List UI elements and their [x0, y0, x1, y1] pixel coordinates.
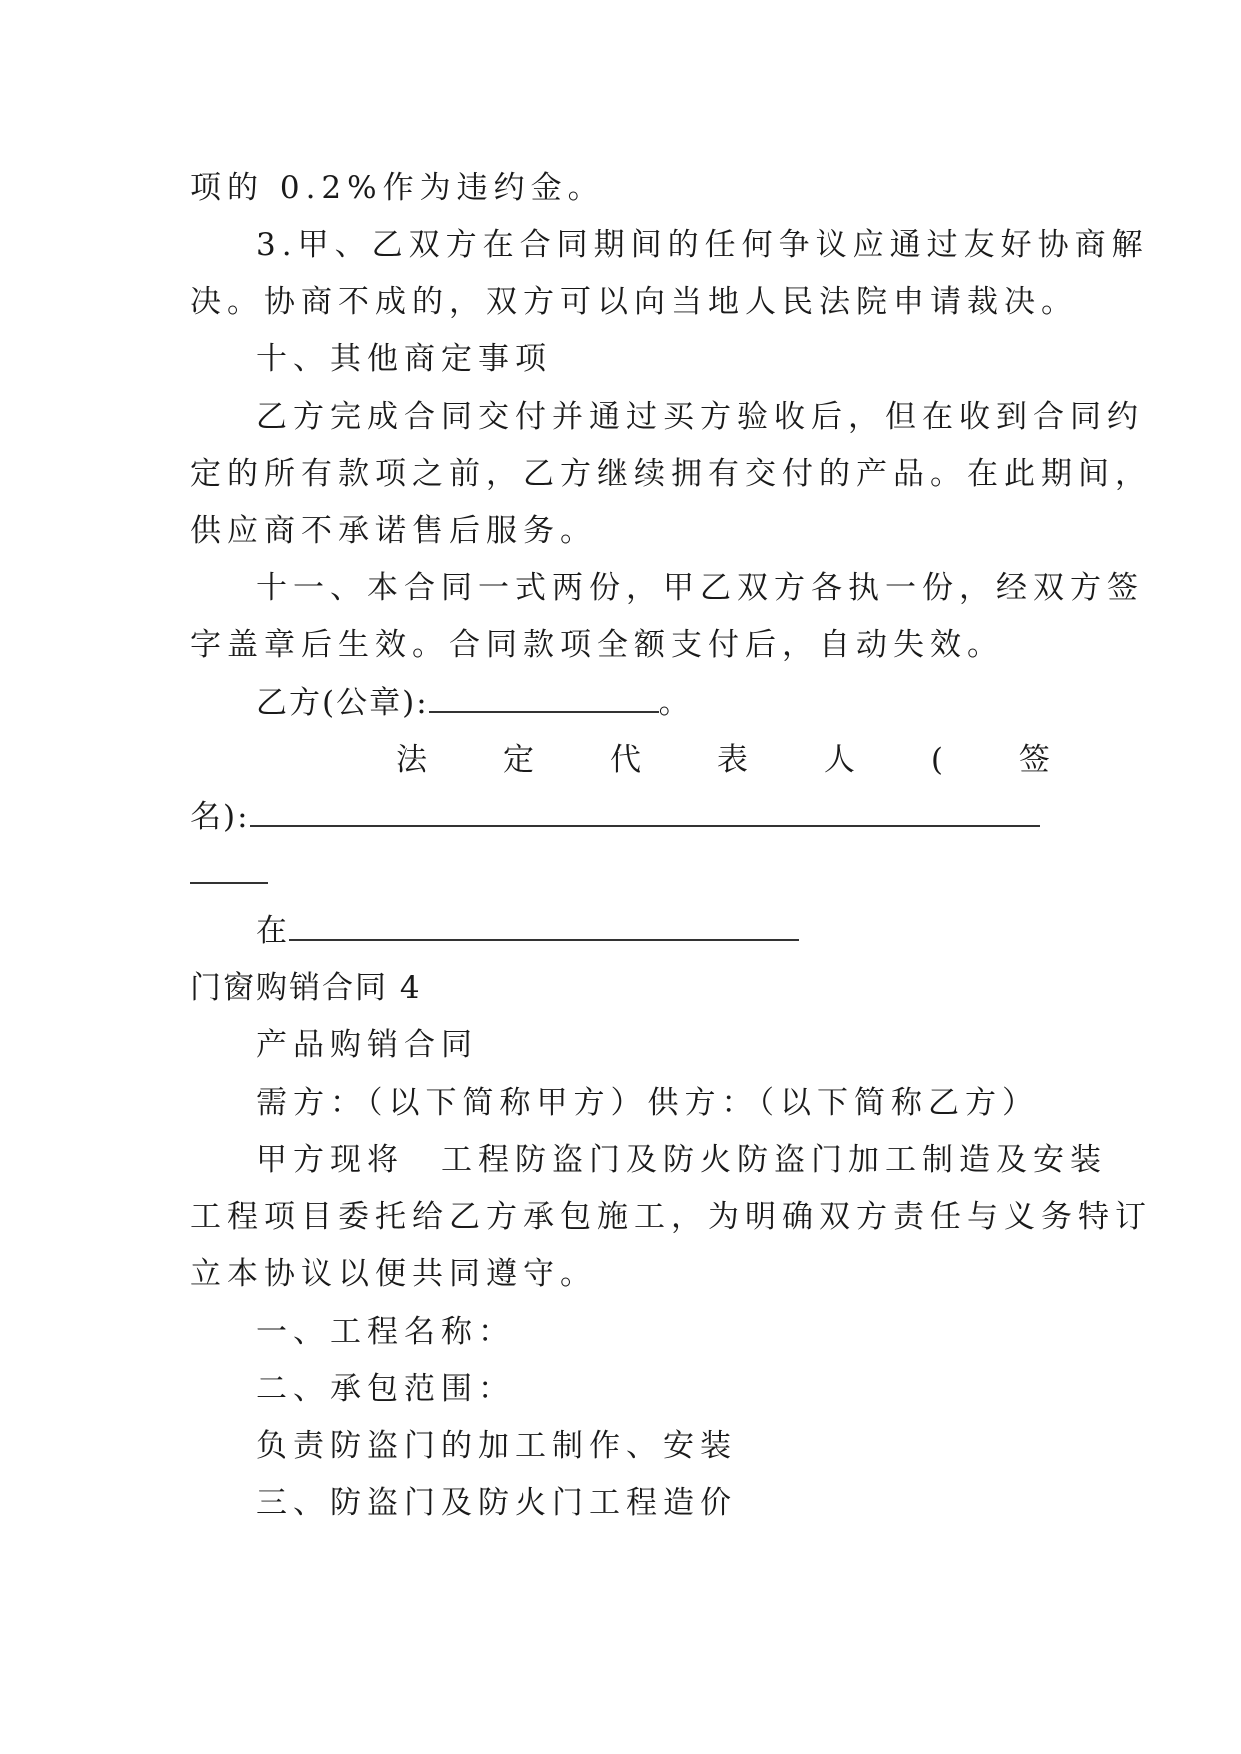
paragraph-line: 供应商不承诺售后服务。	[190, 513, 597, 549]
section-heading: 二、承包范围：	[256, 1371, 515, 1407]
section-title: 门窗购销合同 4	[190, 970, 422, 1006]
spread-char: 签	[1018, 742, 1050, 778]
paragraph-line: 决。协商不成的，双方可以向当地人民法院申请裁决。	[190, 284, 1078, 320]
spread-char: 人	[823, 742, 855, 778]
signature-blank	[429, 707, 659, 713]
paragraph-line: 十一、本合同一式两份，甲乙双方各执一份，经双方签	[256, 570, 1144, 606]
paragraph-line: 乙方完成合同交付并通过买方验收后，但在收到合同约	[256, 399, 1144, 435]
spread-char: 代	[609, 742, 641, 778]
legal-representative-cont	[190, 797, 1052, 837]
paragraph-line: 字盖章后生效。合同款项全额支付后，自动失效。	[190, 627, 1004, 663]
paragraph-line: 负责防盗门的加工制作、安装	[256, 1428, 737, 1464]
legal-rep-cont-label: 名):	[190, 799, 250, 835]
paragraph-line: 项的 0.2%作为违约金。	[190, 170, 605, 206]
at-line	[256, 911, 1052, 951]
spread-char: (	[930, 742, 943, 778]
party-b-seal-line	[256, 683, 1052, 723]
at-label: 在	[256, 913, 289, 949]
paragraph-line: 立本协议以便共同遵守。	[190, 1256, 597, 1292]
signature-blank	[190, 878, 268, 884]
paragraph-line: 3.甲、乙双方在合同期间的任何争议应通过友好协商解	[256, 227, 1149, 263]
section-heading: 一、工程名称：	[256, 1314, 515, 1350]
contract-title: 产品购销合同	[256, 1027, 478, 1063]
signature-blank	[250, 821, 1040, 827]
paragraph-line: 甲方现将 工程防盗门及防火防盗门加工制造及安装	[256, 1142, 1107, 1178]
paragraph-line: 定的所有款项之前，乙方继续拥有交付的产品。在此期间，	[190, 456, 1152, 492]
spread-char: 表	[716, 742, 748, 778]
blank-continuation	[190, 854, 1052, 894]
section-heading: 三、防盗门及防火门工程造价	[256, 1485, 737, 1521]
location-blank	[289, 935, 799, 941]
party-b-seal-label: 乙方(公章):	[256, 685, 429, 721]
party-b-seal-end: 。	[658, 685, 692, 721]
section-heading: 十、其他商定事项	[256, 341, 552, 377]
legal-representative-line	[396, 740, 1050, 780]
spread-char: 定	[502, 742, 534, 778]
spread-char: 法	[396, 742, 427, 778]
paragraph-line: 需方：（以下简称甲方）供方：（以下简称乙方）	[256, 1085, 1039, 1121]
paragraph-line: 工程项目委托给乙方承包施工，为明确双方责任与义务特订	[190, 1199, 1152, 1235]
